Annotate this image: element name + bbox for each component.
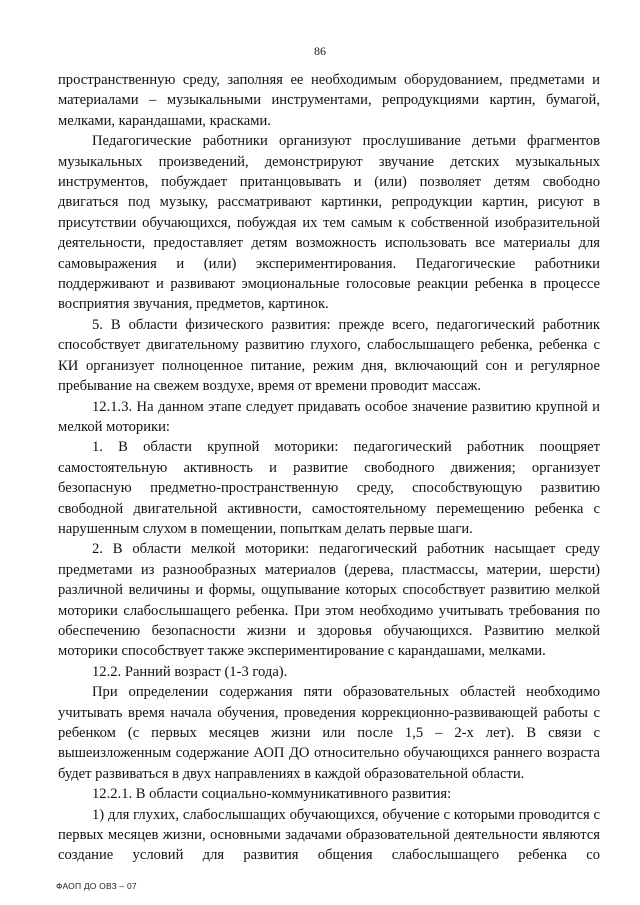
document-footer: ФАОП ДО ОВЗ – 07 <box>56 881 137 891</box>
paragraph: 2. В области мелкой моторики: педагогический работник насыщает среду предметами из разнообразных материалов (дерева, пластмассы, материи, шерсти) различной величины и формы, ощупывание которых способствует развитию мелкой моторики слабослышащего ребенка. При этом необходимо учитывать требования по обеспечению безопасности жизни и здоровья обучающихся. Развитию мелкой моторики способствует также экспериментирование с карандашами, мелками. <box>58 541 600 660</box>
paragraph: 12.2. Ранний возраст (1-3 года). <box>92 663 288 680</box>
paragraph: 12.2.1. В области социально-коммуникативного развития: <box>92 786 452 803</box>
paragraph: 5. В области физического развития: прежде всего, педагогический работник способствует двигательному развитию глухого, слабослышащего ребенка, ребенка с КИ организует полноценное питание, режим дня, включающий сон и регулярное пребывание на свежем воздухе, время от времени проводит массаж. <box>58 316 600 395</box>
paragraph: 12.1.3. На данном этапе следует придавать особое значение развитию крупной и мелкой моторики: <box>58 398 600 435</box>
paragraph: 1. В области крупной моторики: педагогический работник поощряет самостоятельную активность и развитие свободного движения; организует безопасную предметно-пространственную среду, способствующую развитию свободной двигательной активности, самостоятельному перемещению ребенка с нарушенным слухом в помещении, попыткам делать первые шаги. <box>58 439 600 537</box>
body-text <box>58 70 600 866</box>
paragraph: Педагогические работники организуют прослушивание детьми фрагментов музыкальных произведений, демонстрируют звучание детских музыкальных инструментов, побуждает пританцовывать и (или) позволяет детям свободно двигаться под музыку, рассматривают картинки, репродукции картин, рисуют в присутствии обучающихся, побуждая их тем самым к собственной изобразительной деятельности, предоставляет детям возможность использовать все материалы для самовыражения и (или) экспериментирования. Педагогические работники поддерживают и развивают эмоциональные голосовые реакции ребенка в процессе восприятия звучания, предметов, картинок. <box>58 133 600 313</box>
paragraph: пространственную среду, заполняя ее необходимым оборудованием, предметами и материалами – музыкальными инструментами, репродукциями картин, бумагой, мелками, карандашами, красками. <box>58 72 600 129</box>
page-number: 86 <box>314 44 326 58</box>
paragraph: При определении содержания пяти образовательных областей необходимо учитывать время начала обучения, проведения коррекционно-развивающей работы с ребенком (с первых месяцев жизни или после 1,5 – 2-х лет). В связи с вышеизложенным содержание АОП ДО относительно обучающихся раннего возраста будет развиваться в двух направлениях в каждой образовательной области. <box>58 684 600 782</box>
paragraph: 1) для глухих, слабослышащих обучающихся, обучение с которыми проводится с первых месяцев жизни, основными задачами образовательной деятельности являются создание условий для развития общения слабослышащего ребенка со <box>58 806 600 864</box>
